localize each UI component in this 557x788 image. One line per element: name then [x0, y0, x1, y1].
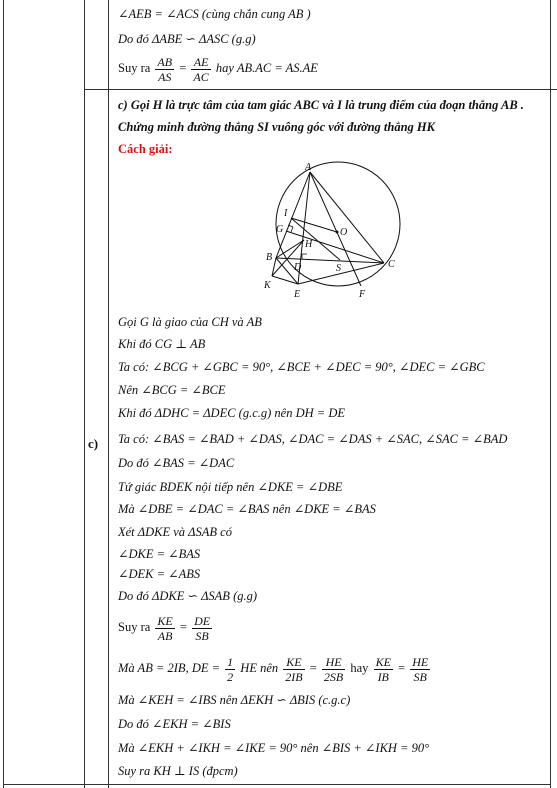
table-column-divider — [84, 0, 85, 788]
row-divider — [84, 89, 557, 90]
point-label-A: A — [305, 162, 312, 173]
fraction: $\frac{KE}{2IB}$ — [285, 654, 303, 684]
geometry-figure — [258, 160, 418, 300]
table-border-left — [3, 0, 4, 788]
point-label-H: H — [305, 239, 313, 250]
solution-line: Khi đó CG ⊥ AB — [118, 337, 206, 351]
text-line: ∠AEB = ∠ACS (cùng chắn cung AB ) — [118, 7, 311, 21]
point-label-F: F — [359, 289, 366, 300]
fraction: $\frac{1}{2}$ — [227, 654, 234, 684]
solution-line: Tứ giác BDEK nội tiếp nên ∠DKE = ∠DBE — [118, 480, 343, 494]
task-line: Chứng minh đường thẳng SI vuông góc với đường thẳng HK — [118, 120, 435, 134]
table-column-divider — [108, 0, 109, 788]
text-line-fraction: Suy ra $\frac{AB}{AS}$ = $\frac{AE}{AC}$ hay AB.AC = AS.AE — [118, 54, 318, 84]
fraction: $\frac{HE}{SB}$ — [412, 654, 429, 684]
fraction: $\frac{KE}{AB}$ — [157, 613, 173, 643]
solution-line: Mà ∠EKH + ∠IKH = ∠IKE = 90° nên ∠BIS + ∠IKH = 90° — [118, 741, 430, 755]
solution-line: ∠DKE = ∠BAS — [118, 547, 201, 561]
point-label-S: S — [336, 263, 341, 274]
solution-line-fraction: Suy ra $\frac{KE}{AB}$ = $\frac{DE}{SB}$ — [118, 613, 211, 643]
table-border-bottom — [3, 784, 551, 785]
fraction: $\frac{KE}{IB}$ — [375, 654, 391, 684]
fraction: $\frac{AB}{AS}$ — [157, 54, 173, 84]
task-line: c) Gọi H là trực tâm của tam giác ABC và I là trung điểm của đoạn thẳng AB . — [118, 98, 524, 112]
solution-line: ∠DEK = ∠ABS — [118, 567, 201, 581]
solution-line: Mà ∠KEH = ∠IBS nên ΔEKH ∽ ΔBIS (c.g.c) — [118, 693, 351, 707]
point-label-B: B — [266, 252, 273, 263]
row-label: c) — [88, 436, 99, 451]
solution-heading: Cách giải: — [118, 142, 173, 156]
point-label-K: K — [264, 280, 271, 291]
point-label-I: I — [284, 208, 288, 219]
fraction: $\frac{HE}{2SB}$ — [323, 654, 344, 684]
solution-line: Ta có: ∠BAS = ∠BAD + ∠DAS, ∠DAC = ∠DAS + ∠SAC, ∠SAC = ∠BAD — [118, 432, 508, 446]
point-label-C: C — [388, 259, 395, 270]
point-label-G: G — [276, 224, 284, 235]
solution-line: Do đó ∠EKH = ∠BIS — [118, 717, 231, 731]
solution-line: Nên ∠BCG = ∠BCE — [118, 383, 226, 397]
solution-line: Khi đó ΔDHC = ΔDEC (g.c.g) nên DH = DE — [118, 406, 346, 420]
solution-line: Suy ra KH ⊥ IS (đpcm) — [118, 764, 238, 778]
point-label-E: E — [294, 289, 301, 300]
table-border-right — [550, 0, 551, 788]
solution-line: Xét ΔDKE và ΔSAB có — [118, 525, 232, 539]
solution-line: Mà ∠DBE = ∠DAC = ∠BAS nên ∠DKE = ∠BAS — [118, 502, 376, 516]
solution-line-fraction: Mà AB = 2IB, DE = $\frac{1}{2}$ HE nên $\frac{KE}{2IB}$ = $\frac{HE}{2SB}$ hay $\frac{KE}{IB}$ = $\frac{HE}{SB}$ — [118, 654, 429, 684]
text-line: Do đó ΔABE ∽ ΔASC (g.g) — [118, 32, 256, 46]
text: hay AB.AC = AS.AE — [215, 61, 318, 75]
point-label-O: O — [340, 227, 348, 238]
text: Suy ra — [118, 61, 151, 75]
solution-line: Gọi G là giao của CH và AB — [118, 315, 262, 329]
solution-line: Ta có: ∠BCG + ∠GBC = 90°, ∠BCE + ∠DEC = 90°, ∠DEC = ∠GBC — [118, 360, 485, 374]
fraction: $\frac{DE}{SB}$ — [194, 613, 211, 643]
point-label-D: D — [294, 262, 302, 273]
fraction: $\frac{AE}{AC}$ — [193, 54, 209, 84]
solution-line: Do đó ∠BAS = ∠DAC — [118, 456, 235, 470]
solution-line: Do đó ΔDKE ∽ ΔSAB (g.g) — [118, 589, 258, 603]
